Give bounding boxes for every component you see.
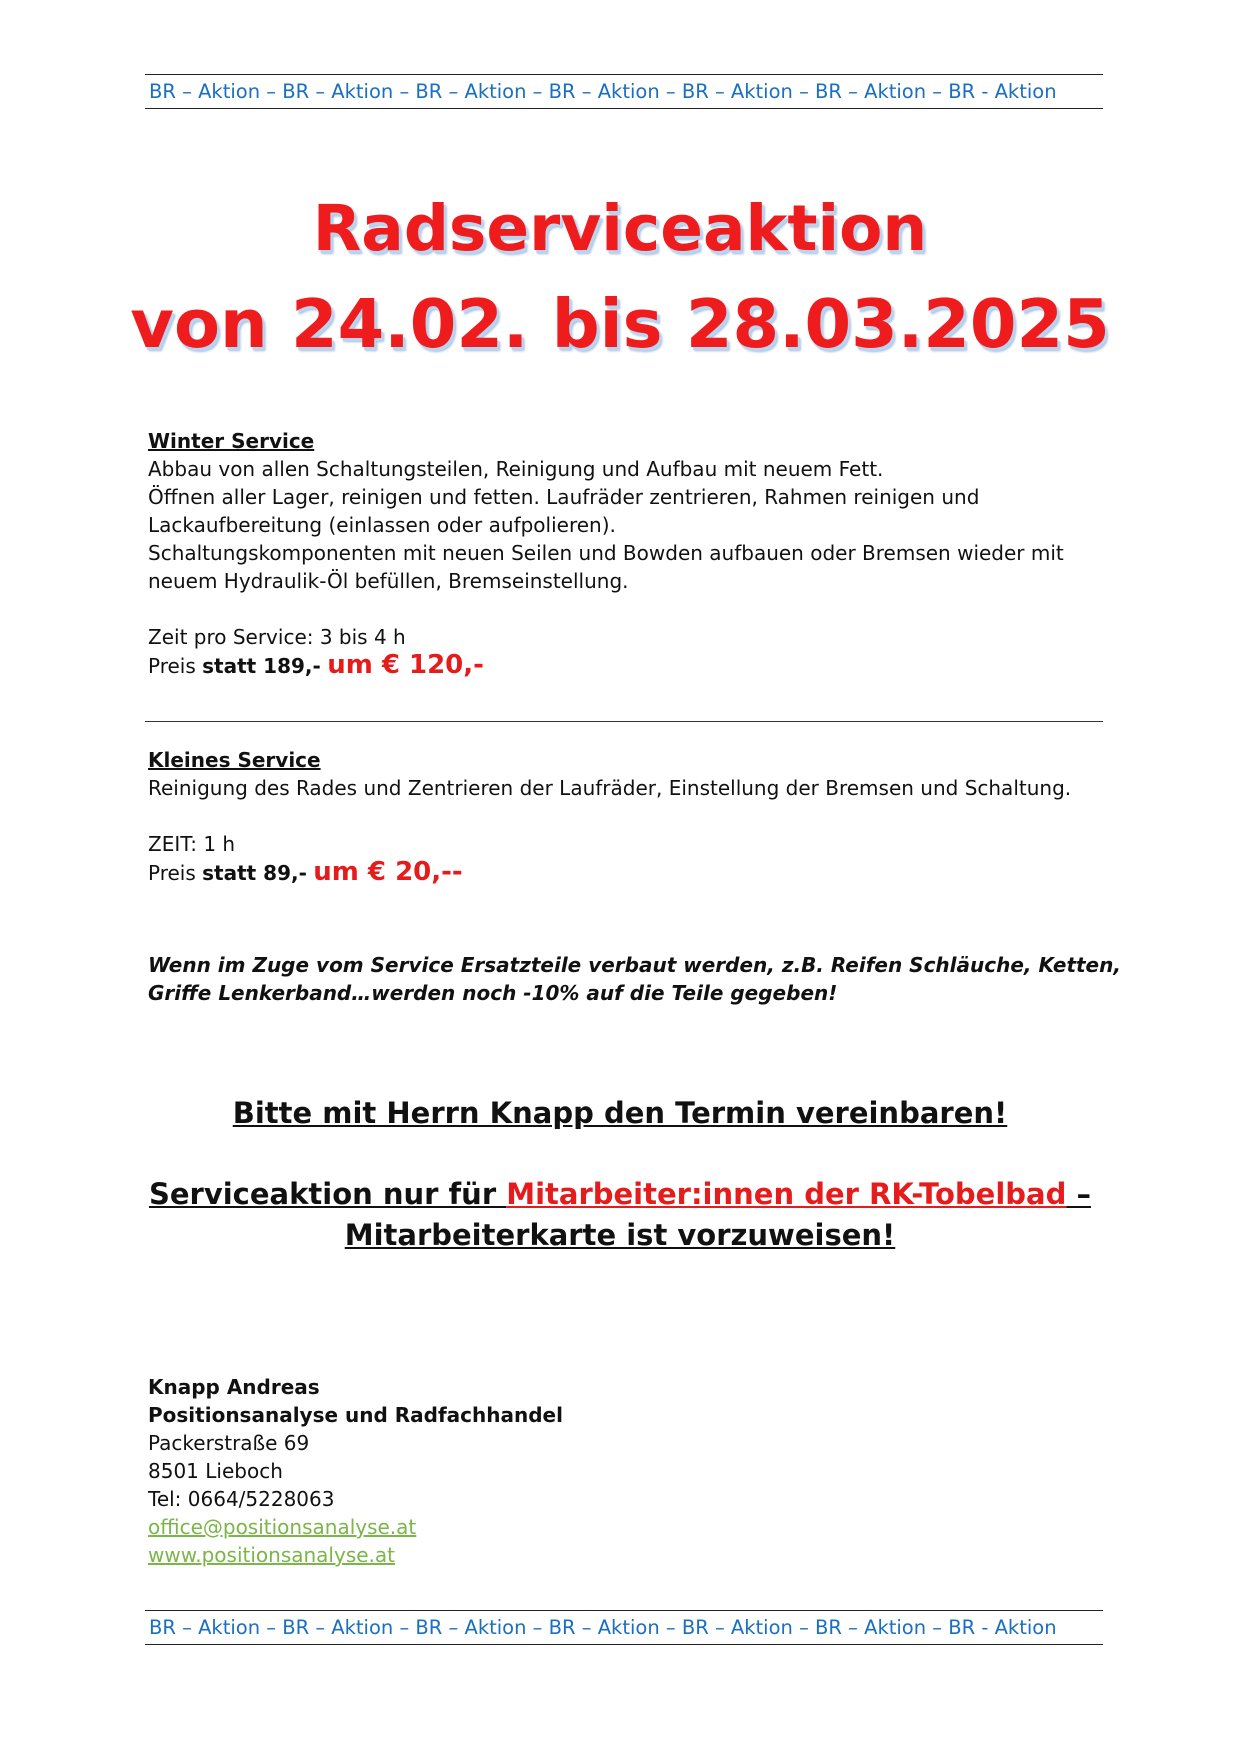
section-divider	[145, 721, 1103, 722]
small-service-heading: Kleines Service	[148, 748, 321, 772]
page-title: Radserviceaktion	[312, 192, 928, 265]
contact-phone: Tel: 0664/5228063	[148, 1487, 335, 1511]
employees-only-callout	[0, 1174, 1240, 1256]
contact-name: Knapp Andreas	[148, 1375, 320, 1399]
winter-service-section	[148, 427, 1088, 680]
small-service-description-line: Reinigung des Rades und Zentrieren der Laufräder, Einstellung der Bremsen und Schaltung.	[148, 776, 1072, 800]
winter-service-description-line: Schaltungskomponenten mit neuen Seilen und Bowden aufbauen oder Bremsen wieder mit	[148, 541, 1064, 565]
spare-parts-note-line: Griffe Lenkerband…werden noch -10% auf die Teile gegeben!	[148, 981, 838, 1005]
small-service-old-price: statt 89,-	[202, 861, 307, 885]
small-service-new-price: um € 20,--	[313, 857, 463, 887]
spare-parts-note-line: Wenn im Zuge vom Service Ersatzteile verbaut werden, z.B. Reifen Schläuche, Ketten,	[148, 953, 1121, 977]
spare-parts-note	[148, 951, 1121, 1007]
winter-service-time: Zeit pro Service: 3 bis 4 h	[148, 625, 406, 649]
winter-service-description-line: neuem Hydraulik-Öl befüllen, Bremseinstellung.	[148, 569, 629, 593]
top-banner: BR – Aktion – BR – Aktion – BR – Aktion – BR – Aktion – BR – Aktion – BR – Aktion – BR - Aktion	[145, 74, 1103, 109]
winter-service-heading: Winter Service	[148, 429, 315, 453]
employees-only-suffix: –	[1066, 1177, 1091, 1211]
winter-service-description-line: Öffnen aller Lager, reinigen und fetten. Laufräder zentrieren, Rahmen reinigen und	[148, 485, 980, 509]
employees-only-highlight: Mitarbeiter:innen der RK-Tobelbad	[506, 1177, 1067, 1211]
small-service-price-prefix: Preis	[148, 861, 196, 885]
employees-only-prefix: Serviceaktion nur für	[148, 1177, 507, 1211]
bottom-banner: BR – Aktion – BR – Aktion – BR – Aktion – BR – Aktion – BR – Aktion – BR – Aktion – BR - Aktion	[145, 1610, 1103, 1645]
small-service-section	[148, 746, 1088, 887]
date-range-title: von 24.02. bis 28.03.2025	[130, 285, 1110, 363]
contact-email-link[interactable]: office@positionsanalyse.at	[148, 1515, 417, 1539]
winter-service-new-price: um € 120,-	[327, 650, 484, 680]
appointment-callout	[0, 1093, 1240, 1134]
winter-service-old-price: statt 189,-	[202, 654, 321, 678]
small-service-time: ZEIT: 1 h	[148, 832, 236, 856]
small-service-price	[148, 858, 1088, 887]
contact-company: Positionsanalyse und Radfachhandel	[148, 1403, 563, 1427]
winter-service-price-prefix: Preis	[148, 654, 196, 678]
winter-service-description-line: Abbau von allen Schaltungsteilen, Reinigung und Aufbau mit neuem Fett.	[148, 457, 884, 481]
contact-street: Packerstraße 69	[148, 1431, 310, 1455]
winter-service-description-line: Lackaufbereitung (einlassen oder aufpolieren).	[148, 513, 616, 537]
contact-website-link[interactable]: www.positionsanalyse.at	[148, 1543, 395, 1567]
winter-service-price	[148, 651, 1088, 680]
contact-block	[148, 1373, 563, 1569]
appointment-text: Bitte mit Herrn Knapp den Termin vereinbaren!	[232, 1096, 1008, 1130]
contact-city: 8501 Lieboch	[148, 1459, 283, 1483]
employee-card-text: Mitarbeiterkarte ist vorzuweisen!	[344, 1218, 896, 1252]
